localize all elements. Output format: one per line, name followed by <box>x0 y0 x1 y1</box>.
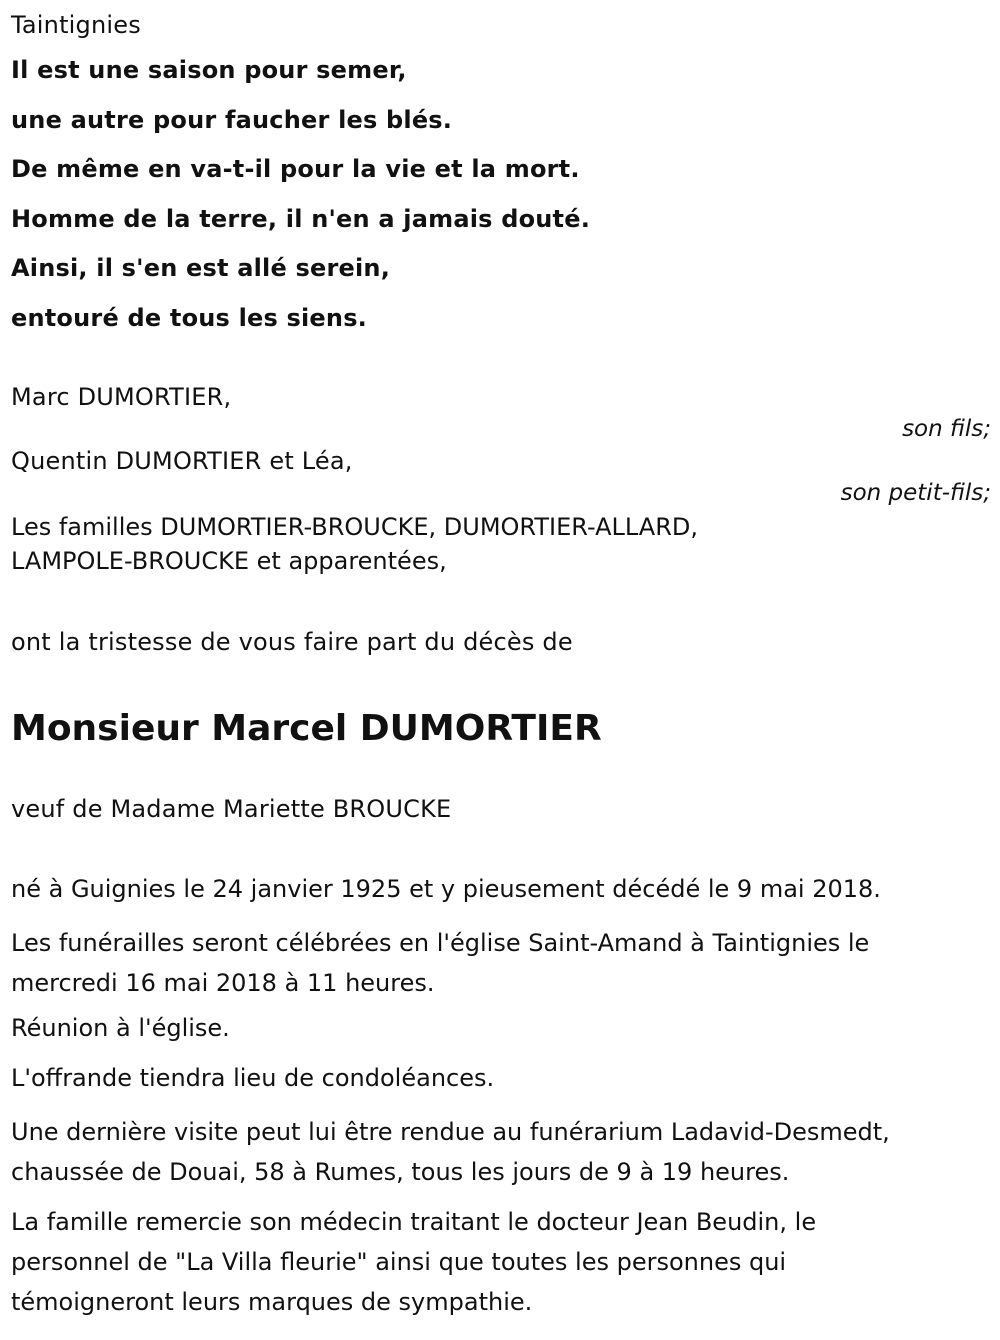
poem-line: Homme de la terre, il n'en a jamais douté. <box>11 204 591 233</box>
widow-line: veuf de Madame Mariette BROUCKE <box>11 794 452 823</box>
funeral-details <box>11 874 991 1323</box>
thanks-line: La famille remercie son médecin traitant le docteur Jean Beudin, le <box>11 1208 817 1237</box>
obituary-notice <box>11 0 991 1332</box>
visit-line: Une dernière visite peut lui être rendue au funérarium Ladavid-Desmedt, <box>11 1118 890 1147</box>
thanks-line: témoigneront leurs marques de sympathie. <box>11 1288 533 1317</box>
location-heading: Taintignies <box>11 11 141 39</box>
family-list <box>11 382 991 578</box>
offering-paragraph: L'offrande tiendra lieu de condoléances. <box>11 1063 495 1092</box>
poem <box>11 55 991 333</box>
funeral-line: mercredi 16 mai 2018 à 11 heures. <box>11 969 435 998</box>
announcement-intro: ont la tristesse de vous faire part du décès de <box>11 627 573 656</box>
poem-line: une autre pour faucher les blés. <box>11 105 453 134</box>
meeting-paragraph: Réunion à l'église. <box>11 1014 230 1043</box>
families-line: LAMPOLE-BROUCKE et apparentées, <box>11 546 447 575</box>
visit-line: chaussée de Douai, 58 à Rumes, tous les jours de 9 à 19 heures. <box>11 1158 790 1187</box>
son-name: Marc DUMORTIER, <box>11 382 232 411</box>
funeral-line: Les funérailles seront célébrées en l'église Saint-Amand à Taintignies le <box>11 929 870 958</box>
funeral-paragraph <box>11 923 991 1003</box>
visit-paragraph <box>11 1112 991 1192</box>
deceased-name: Monsieur Marcel DUMORTIER <box>11 707 602 749</box>
poem-line: Ainsi, il s'en est allé serein, <box>11 254 391 283</box>
families-line: Les familles DUMORTIER-BROUCKE, DUMORTIER-ALLARD, <box>11 512 699 541</box>
thanks-paragraph <box>11 1202 991 1322</box>
son-relation: son fils; <box>902 415 991 442</box>
poem-line: De même en va-t-il pour la vie et la mort. <box>11 155 580 184</box>
birth-death-paragraph: né à Guignies le 24 janvier 1925 et y pieusement décédé le 9 mai 2018. <box>11 874 881 903</box>
poem-line: entouré de tous les siens. <box>11 303 368 332</box>
thanks-line: personnel de "La Villa fleurie" ainsi que toutes les personnes qui <box>11 1248 787 1277</box>
poem-line: Il est une saison pour semer, <box>11 56 407 84</box>
grandson-relation: son petit-fils; <box>840 479 991 506</box>
grandson-name: Quentin DUMORTIER et Léa, <box>11 446 353 475</box>
